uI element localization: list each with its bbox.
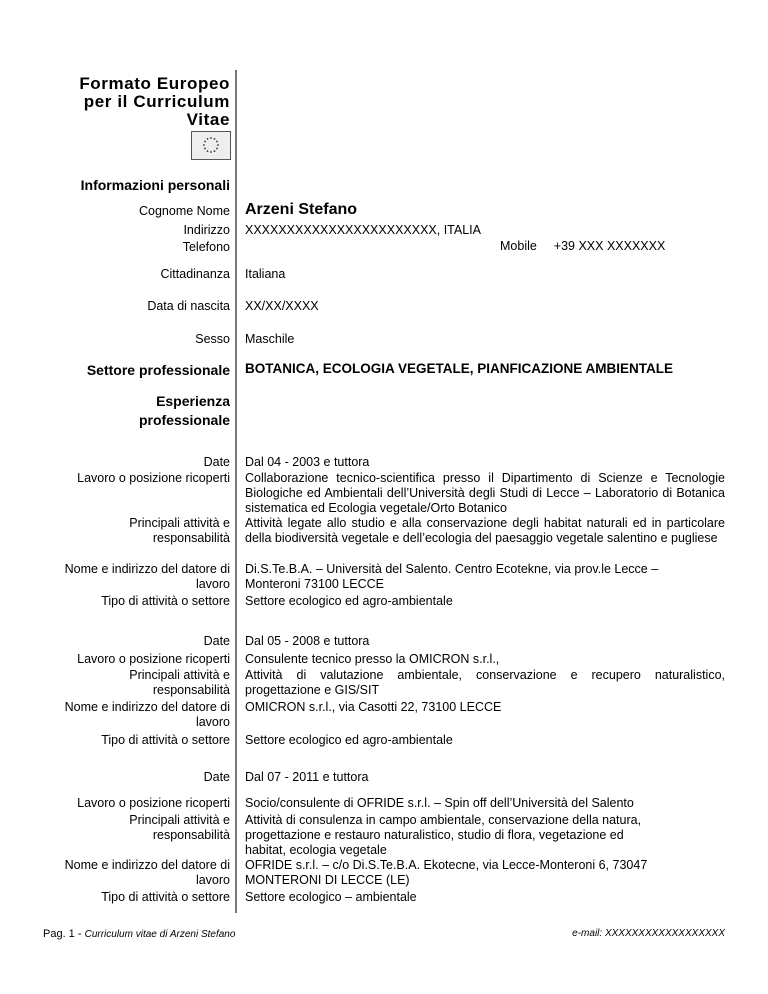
sector-type-label: Tipo di attività o settore [101, 733, 230, 747]
footer-page-info [43, 928, 235, 940]
entry-activities: Attività legate allo studio e alla conservazione degli habitat naturali ed in particolare della biodiversità vegetale e dell’ecologia del paesaggio vegetale salentino e pugliese [245, 516, 725, 545]
personal-info-heading: Informazioni personali [80, 177, 230, 193]
birth-date-label: Data di nascita [147, 299, 230, 313]
sector-value: BOTANICA, ECOLOGIA VEGETALE, PIANFICAZIONE AMBIENTALE [245, 361, 673, 376]
employer-label: Nome e indirizzo del datore di lavoro [64, 562, 230, 591]
full-name: Arzeni Stefano [245, 201, 358, 218]
position-label: Lavoro o posizione ricoperti [77, 471, 230, 485]
mobile-value: +39 XXX XXXXXXX [553, 239, 666, 253]
activities-label: Principali attività e responsabilità [129, 813, 230, 842]
sex-value: Maschile [245, 332, 295, 346]
entry-position: Consulente tecnico presso la OMICRON s.r.l., [245, 652, 500, 666]
date-label: Date [203, 770, 230, 784]
footer-separator: - [77, 928, 82, 940]
entry-activities: Attività di valutazione ambientale, conservazione e recupero naturalistico, progettazione e GIS/SIT [245, 668, 725, 697]
footer-email: e-mail: XXXXXXXXXXXXXXXXXX [572, 928, 725, 939]
mobile-label: Mobile [500, 239, 537, 253]
birth-date-value: XX/XX/XXXX [245, 299, 319, 313]
sector-type-label: Tipo di attività o settore [101, 890, 230, 904]
mobile-field [500, 239, 665, 253]
entry-sector-type: Settore ecologico ed agro-ambientale [245, 733, 453, 747]
entry-sector-type: Settore ecologico – ambientale [245, 890, 417, 904]
experience-heading: Esperienza professionale [138, 393, 230, 428]
name-label: Cognome Nome [138, 204, 230, 218]
footer-doc-title: Curriculum vitae di Arzeni Stefano [84, 929, 236, 940]
column-divider [235, 70, 237, 913]
entry-date: Dal 04 - 2003 e tuttora [245, 455, 370, 469]
entry-activities: Attività di consulenza in campo ambientale, conservazione della natura, progettazione e restauro naturalistico, studio di flora, vegetazione ed habitat, ecologia vegetale [245, 813, 642, 857]
entry-employer: Di.S.Te.B.A. – Università del Salento. Centro Ecotekne, via prov.le Lecce – Monteroni 73100 LECCE [245, 562, 659, 591]
sex-label: Sesso [195, 332, 230, 346]
entry-employer: OFRIDE s.r.l. – c/o Di.S.Te.B.A. Ekotecne, via Lecce-Monteroni 6, 73047 MONTERONI DI LECCE (LE) [245, 858, 648, 887]
eu-flag-icon [191, 131, 231, 160]
sector-label: Settore professionale [86, 362, 230, 378]
sector-type-label: Tipo di attività o settore [101, 594, 230, 608]
phone-label: Telefono [182, 240, 230, 254]
activities-label: Principali attività e responsabilità [129, 668, 230, 697]
entry-sector-type: Settore ecologico ed agro-ambientale [245, 594, 453, 608]
document-title: Formato Europeo per il Curriculum Vitae [79, 74, 230, 129]
entry-date: Dal 05 - 2008 e tuttora [245, 634, 370, 648]
employer-label: Nome e indirizzo del datore di lavoro [64, 858, 230, 887]
entry-date: Dal 07 - 2011 e tuttora [245, 770, 369, 784]
entry-position: Collaborazione tecnico-scientifica presso il Dipartimento di Scienze e Tecnologie Biologiche ed Ambientali dell’Università degli Studi di Lecce – Laboratorio di Botanica sistematica ed Ecologia vegetale/Orto Botanico [245, 471, 725, 515]
page-number: Pag. 1 [43, 928, 75, 940]
address-label: Indirizzo [183, 223, 230, 237]
address-value: XXXXXXXXXXXXXXXXXXXXXXX, ITALIA [245, 223, 481, 237]
employer-label: Nome e indirizzo del datore di lavoro [64, 700, 230, 729]
entry-position: Socio/consulente di OFRIDE s.r.l. – Spin off dell’Università del Salento [245, 796, 634, 810]
date-label: Date [203, 455, 230, 469]
position-label: Lavoro o posizione ricoperti [77, 796, 230, 810]
position-label: Lavoro o posizione ricoperti [77, 652, 230, 666]
citizenship-value: Italiana [245, 267, 286, 281]
activities-label: Principali attività e responsabilità [129, 516, 230, 545]
date-label: Date [203, 634, 230, 648]
citizenship-label: Cittadinanza [160, 267, 230, 281]
entry-employer: OMICRON s.r.l., via Casotti 22, 73100 LECCE [245, 700, 502, 714]
